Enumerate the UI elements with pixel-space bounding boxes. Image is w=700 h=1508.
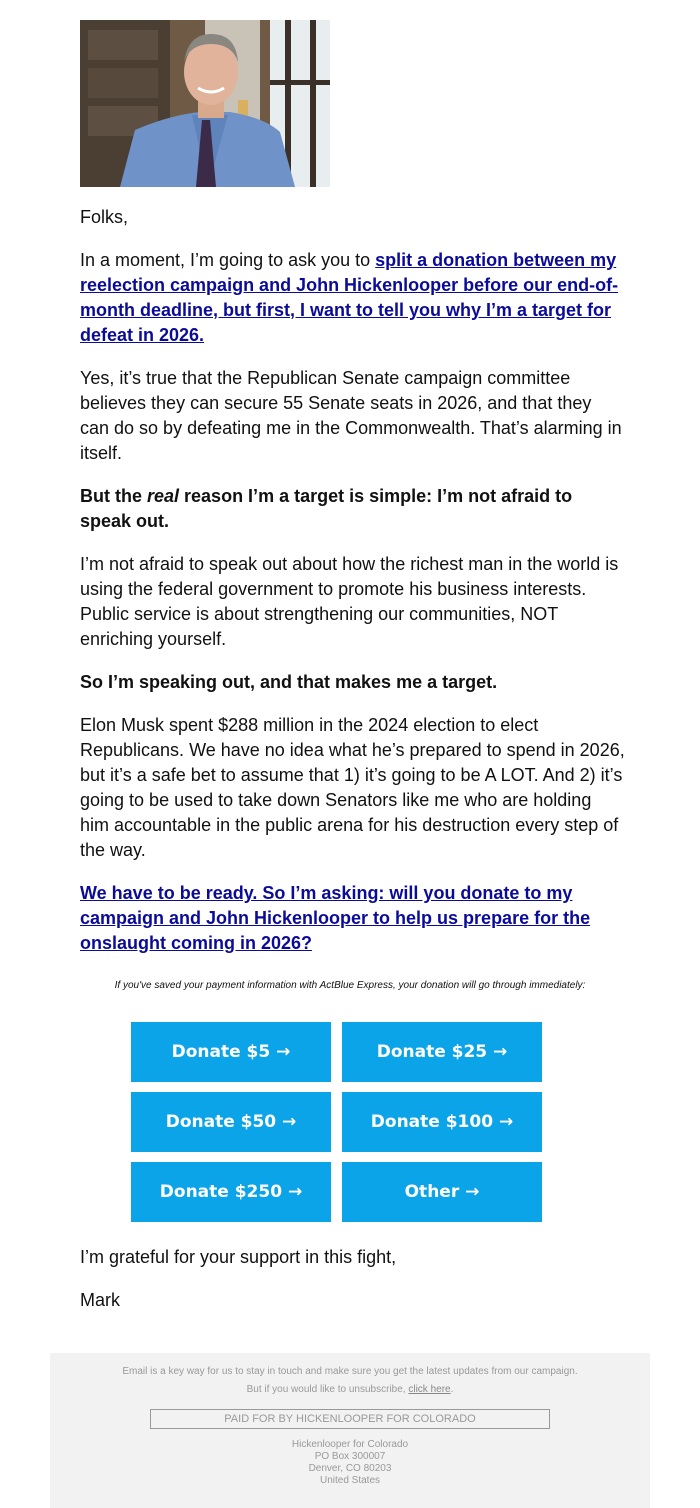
- address-line-2: PO Box 300007: [314, 1451, 386, 1462]
- split-donation-link[interactable]: split a donation between my reelection campaign and John Hickenlooper before our end-of-month deadline, but first, I want to tell you why I’m a target for defeat in 2026.: [80, 250, 619, 345]
- unsubscribe-text: But if you would like to unsubscribe,: [246, 1384, 409, 1395]
- candidate-photo: [80, 20, 330, 187]
- paragraph-target: So I’m speaking out, and that makes me a target.: [80, 672, 498, 692]
- paragraph-speak-out: I’m not afraid to speak out about how the richest man in the world is using the federal government to promote his business interests. Public service is about strengthening our communities, NOT enriching yourself.: [80, 554, 619, 649]
- paragraph-real-reason: [80, 484, 625, 534]
- intro-text: In a moment, I’m going to ask you to: [80, 250, 376, 270]
- donate-250-button[interactable]: Donate $250 →: [131, 1162, 331, 1222]
- real-reason-pre: But the: [80, 486, 147, 506]
- unsubscribe-period: .: [450, 1384, 454, 1395]
- donate-5-button[interactable]: Donate $5 →: [131, 1022, 331, 1082]
- real-reason-em: real: [147, 486, 180, 506]
- actblue-express-note: If you've saved your payment information with ActBlue Express, your donation will go through immediately:: [114, 980, 586, 991]
- real-reason-post: reason I’m a target is simple: I’m not afraid to speak out.: [80, 486, 573, 531]
- footer-line1: Email is a key way for us to stay in touch and make sure you get the latest updates from our campaign.: [122, 1366, 578, 1377]
- footer: [50, 1353, 650, 1508]
- donate-25-button[interactable]: Donate $25 →: [342, 1022, 542, 1082]
- footer-unsubscribe-line: [50, 1384, 650, 1395]
- address-line-1: Hickenlooper for Colorado: [291, 1439, 409, 1450]
- unsubscribe-link[interactable]: click here: [408, 1384, 451, 1395]
- donate-ask-link[interactable]: We have to be ready. So I’m asking: will you donate to my campaign and John Hickenlooper to help us prepare for the onslaught coming in 2026?: [80, 883, 591, 953]
- address-line-3: Denver, CO 80203: [308, 1463, 392, 1474]
- ready-paragraph: [80, 881, 625, 956]
- donate-50-button[interactable]: Donate $50 →: [131, 1092, 331, 1152]
- paragraph-elon-musk: Elon Musk spent $288 million in the 2024 election to elect Republicans. We have no idea what he’s prepared to spend in 2026, but it’s a safe bet to assume that 1) it’s going to be A LOT. And 2) it’s going to be used to take down Senators like me who are holding him accountable in the public arena for his destruction every step of the way.: [80, 715, 625, 860]
- paid-for-disclaimer: PAID FOR BY HICKENLOOPER FOR COLORADO: [150, 1409, 550, 1429]
- closing-line: I’m grateful for your support in this fight,: [80, 1247, 397, 1267]
- intro-paragraph: [80, 248, 625, 348]
- paragraph-republican-committee: Yes, it’s true that the Republican Senate campaign committee believes they can secure 55 Senate seats in 2026, and that they can do so by defeating me in the Commonwealth. That’s alarming in itself.: [80, 368, 622, 463]
- signature: Mark: [80, 1290, 120, 1310]
- donate-other-button[interactable]: Other →: [342, 1162, 542, 1222]
- address-line-4: United States: [319, 1475, 381, 1486]
- donate-100-button[interactable]: Donate $100 →: [342, 1092, 542, 1152]
- greeting: Folks,: [80, 207, 129, 227]
